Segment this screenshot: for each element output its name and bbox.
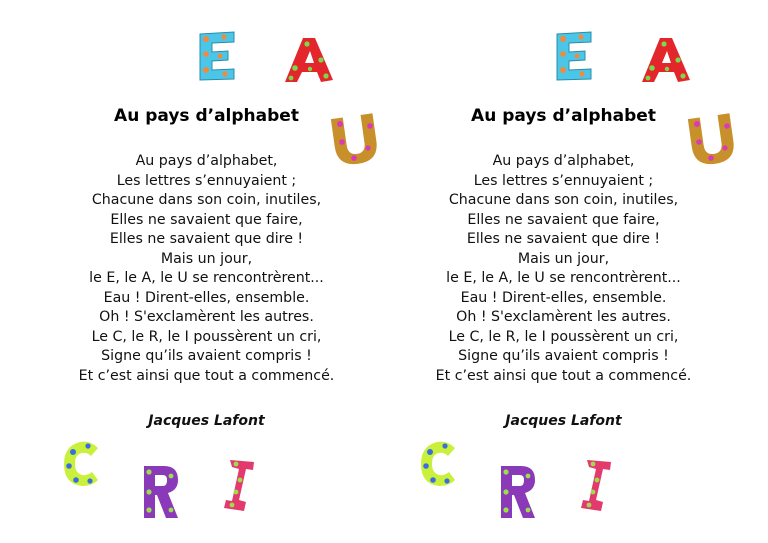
poem-line: Et c’est ainsi que tout a commencé. bbox=[78, 367, 335, 384]
letter-e-icon bbox=[553, 30, 595, 82]
poem-author: Jacques Lafont bbox=[505, 413, 622, 429]
poem-line: Le C, le R, le I poussèrent un cri, bbox=[448, 328, 679, 345]
poem-body bbox=[357, 152, 768, 386]
poem-line: Le C, le R, le I poussèrent un cri, bbox=[91, 328, 322, 345]
poem-line: Elles ne savaient que faire, bbox=[467, 211, 660, 228]
poem-line: Mais un jour, bbox=[517, 250, 610, 267]
poem-line: Chacune dans son coin, inutiles, bbox=[91, 192, 322, 208]
poem-line: Elles ne savaient que faire, bbox=[110, 211, 303, 228]
poem-line: Chacune dans son coin, inutiles, bbox=[448, 192, 679, 208]
poem-line: Eau ! Dirent-elles, ensemble. bbox=[460, 289, 667, 306]
poem-line: Eau ! Dirent-elles, ensemble. bbox=[103, 289, 310, 306]
letter-i-icon bbox=[222, 456, 256, 514]
poem-line: le E, le A, le U se rencontrèrent... bbox=[446, 270, 681, 286]
letter-r-icon bbox=[140, 462, 180, 522]
poem-line: Signe qu’ils avaient compris ! bbox=[101, 348, 312, 364]
poem-line: Elles ne savaient que dire ! bbox=[466, 231, 661, 247]
poem-body bbox=[0, 152, 413, 386]
poem-line: Les lettres s’ennuyaient ; bbox=[473, 172, 654, 189]
letter-c-icon bbox=[60, 438, 102, 490]
poem-line: Elles ne savaient que dire ! bbox=[109, 231, 304, 247]
poem-line: Les lettres s’ennuyaient ; bbox=[116, 172, 297, 189]
poem-line: Au pays d’alphabet, bbox=[492, 153, 635, 169]
poem-title: Au pays d’alphabet bbox=[114, 106, 299, 126]
letter-r-icon bbox=[497, 462, 537, 522]
poem-line: Signe qu’ils avaient compris ! bbox=[458, 348, 669, 364]
poem-line: Mais un jour, bbox=[160, 250, 253, 267]
poem-title: Au pays d’alphabet bbox=[471, 106, 656, 126]
poem-line: Oh ! S'exclamèrent les autres. bbox=[99, 309, 314, 325]
letter-a-icon bbox=[640, 34, 692, 84]
poem-line: Au pays d’alphabet, bbox=[135, 153, 278, 169]
poem-panel-right bbox=[357, 0, 741, 543]
letter-a-icon bbox=[283, 34, 335, 84]
poem-author: Jacques Lafont bbox=[148, 413, 265, 429]
letter-c-icon bbox=[417, 438, 459, 490]
poem-line: le E, le A, le U se rencontrèrent... bbox=[89, 270, 324, 286]
letter-i-icon bbox=[579, 456, 613, 514]
poem-line: Et c’est ainsi que tout a commencé. bbox=[435, 367, 692, 384]
poem-line: Oh ! S'exclamèrent les autres. bbox=[456, 309, 671, 325]
letter-e-icon bbox=[196, 30, 238, 82]
